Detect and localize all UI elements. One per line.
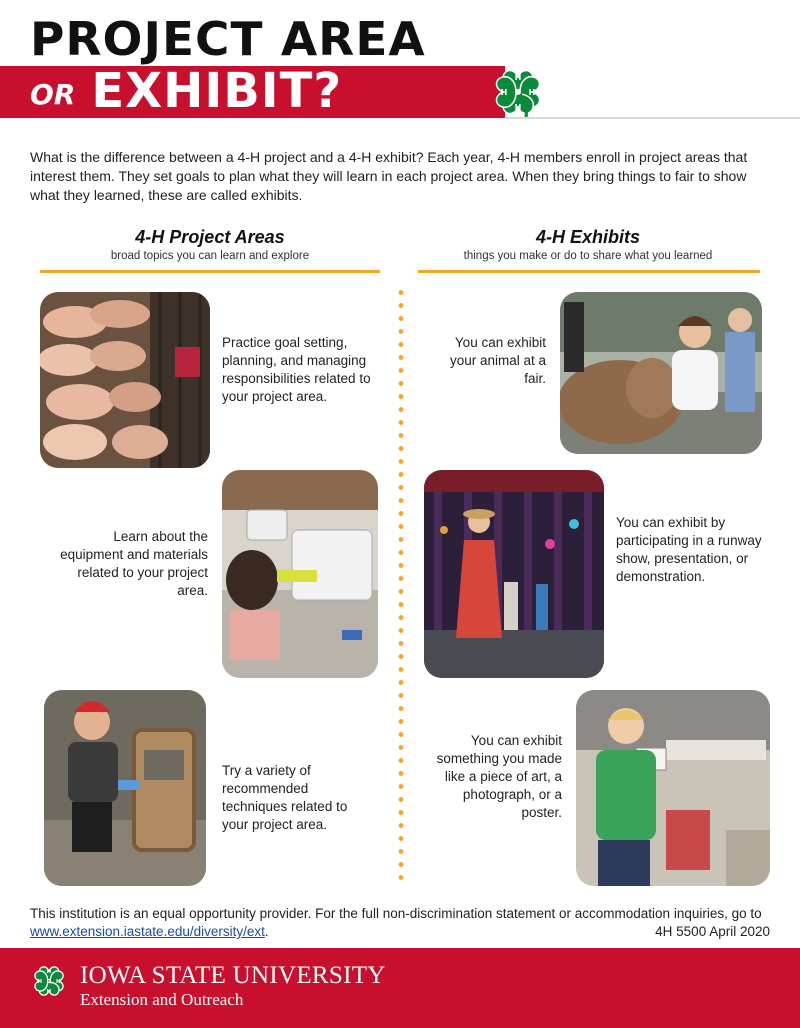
page-title-line1: PROJECT AREA: [30, 12, 426, 66]
university-name: IOWA STATE UNIVERSITY: [80, 962, 386, 989]
svg-text:H: H: [55, 978, 61, 985]
exhibits-heading-block: [418, 226, 758, 264]
exhibit-text-1: You can exhibit your animal at a fair.: [449, 335, 546, 386]
svg-text:H: H: [528, 88, 536, 97]
publication-code: 4H 5500 April 2020: [655, 924, 770, 939]
intro-paragraph: What is the difference between a 4-H project and a 4-H exhibit? Each year, 4-H members enroll in project areas that interest them. They set goals to plan what they will learn in each project area. When they bring things to fair to show what they learned, these are called exhibits.: [30, 149, 748, 203]
university-subtitle: Extension and Outreach: [80, 990, 244, 1009]
page-title-line2: [30, 64, 342, 118]
disclaimer-suffix: .: [264, 924, 269, 939]
four-leaf-clover-icon: [486, 60, 550, 124]
project-areas-heading-block: [40, 226, 380, 264]
exhibits-subheading: things you make or do to share what you learned: [463, 250, 713, 262]
art-exhibit-photo: [576, 690, 770, 886]
project-areas-heading: 4-H Project Areas: [135, 227, 285, 247]
cow-show-photo: [560, 292, 762, 454]
svg-text:H: H: [46, 969, 52, 976]
project-area-text-2: Learn about the equipment and materials related to your project area.: [60, 529, 208, 598]
svg-text:H: H: [37, 978, 43, 985]
pigs-photo: [40, 292, 210, 468]
exhibit-text-3: You can exhibit something you made like a piece of art, a photograph, or a poster.: [436, 733, 562, 820]
svg-text:H: H: [500, 88, 508, 97]
svg-text:H: H: [46, 988, 52, 995]
project-areas-subheading: broad topics you can learn and explore: [110, 250, 310, 262]
sewing-photo: [222, 470, 378, 678]
title-or: OR: [30, 78, 76, 111]
four-leaf-clover-icon: [28, 960, 70, 1002]
dotted-divider: [398, 286, 404, 886]
left-orange-rule: [40, 270, 380, 273]
runway-show-photo: [424, 470, 604, 678]
exhibits-heading: 4-H Exhibits: [535, 227, 641, 247]
svg-text:H: H: [514, 103, 522, 112]
woodworking-photo: [44, 690, 206, 886]
project-area-text-1: Practice goal setting, planning, and managing responsibilities related to your project area.: [222, 335, 371, 404]
right-orange-rule: [418, 270, 760, 273]
exhibit-text-2: You can exhibit by participating in a runway show, presentation, or demonstration.: [616, 515, 762, 584]
svg-text:H: H: [514, 73, 522, 82]
title-exhibit: EXHIBIT?: [91, 63, 343, 119]
header-rule: [505, 117, 800, 119]
disclaimer-text: This institution is an equal opportunity provider. For the full non-discrimination statement or accommodation inquiries, go to: [30, 906, 762, 921]
project-area-text-3: Try a variety of recommended techniques related to your project area.: [222, 763, 348, 832]
diversity-link[interactable]: www.extension.iastate.edu/diversity/ext: [30, 924, 265, 939]
